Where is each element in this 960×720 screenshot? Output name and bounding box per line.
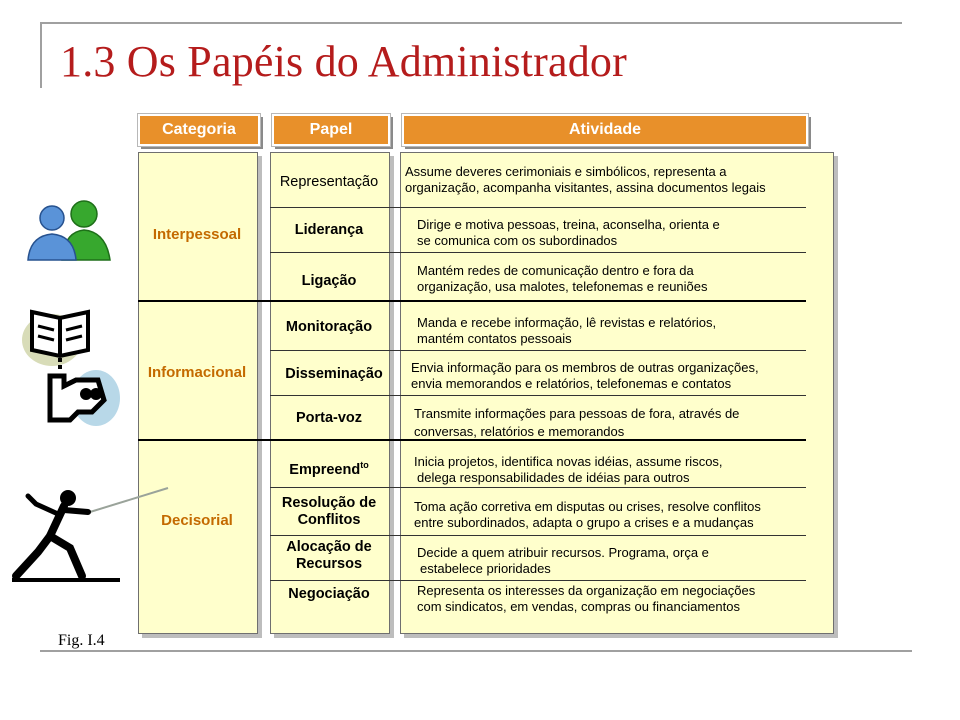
row-separator: [270, 252, 806, 253]
row-separator: [270, 207, 806, 208]
role-alocacao-de-recursos: Alocação de Recursos: [286, 539, 372, 572]
role-empreendedor: Empreend$^{to}$: [289, 460, 369, 478]
people-icon: [22, 194, 112, 264]
frame-left-line: [40, 22, 42, 88]
activity-porta-voz: Transmite informações para pessoas de fora, através de conversas, relatórios e memorandos: [414, 406, 740, 439]
frame-top-line: [40, 22, 902, 24]
role-disseminacao: Disseminação: [285, 366, 383, 382]
category-decisorial: Decisorial: [161, 512, 233, 529]
row-separator: [270, 580, 806, 581]
group-separator: [138, 300, 806, 302]
activity-monitoracao: Manda e recebe informação, lê revistas e relatórios, mantém contatos pessoais: [417, 315, 717, 346]
header-atividade: Atividade: [402, 114, 808, 146]
activity-representacao: Assume deveres cerimoniais e simbólicos, representa a organização, acompanha visitantes, assina documentos legais: [405, 164, 766, 195]
activity-negociacao: Representa os interesses da organização em negociações com sindicatos, em vendas, compras ou financiamentos: [417, 583, 756, 614]
row-separator: [270, 350, 806, 351]
role-negociacao: Negociação: [288, 586, 370, 602]
activity-resolucao-de-conflitos: Toma ação corretiva em disputas ou crises, resolve conflitos entre subordinados, adapta o grupo a crises e a mudanças: [414, 499, 761, 530]
role-ligacao: Ligação: [301, 273, 357, 289]
fencer-icon: [8, 486, 178, 586]
activity-disseminacao: Envia informação para os membros de outras organizações, envia memorandos e relatórios, telefonemas e contatos: [411, 360, 759, 391]
role-monitoracao: Monitoração: [285, 319, 373, 335]
activity-empreendedor: Inicia projetos, identifica novas idéias, assume riscos, delega responsabilidades de idéias para outros: [414, 454, 723, 485]
header-papel: Papel: [272, 114, 390, 146]
activity-alocacao-de-recursos: Decide a quem atribuir recursos. Programa, orça e estabelece prioridades: [417, 545, 709, 576]
figure-label: Fig. I.4: [58, 632, 105, 649]
page-title: 1.3 Os Papéis do Administrador: [60, 37, 627, 86]
activity-ligacao: Mantém redes de comunicação dentro e fora da organização, usa malotes, telefonemas e reuniões: [417, 263, 708, 294]
category-interpessoal: Interpessoal: [152, 226, 242, 243]
activity-lideranca: Dirige e motiva pessoas, treina, aconselha, orienta e se comunica com os subordinados: [417, 217, 720, 248]
frame-bottom-line: [40, 650, 912, 652]
row-separator: [270, 535, 806, 536]
role-resolucao-de-conflitos: Resolução de Conflitos: [281, 495, 377, 528]
category-informacional: Informacional: [147, 364, 247, 381]
header-categoria: Categoria: [138, 114, 260, 146]
role-lideranca: Liderança: [294, 222, 364, 238]
row-separator: [270, 395, 806, 396]
book-reader-icon: [20, 300, 130, 430]
row-separator: [270, 487, 806, 488]
role-porta-voz: Porta-voz: [295, 410, 363, 426]
role-representacao: Representação: [279, 174, 379, 190]
